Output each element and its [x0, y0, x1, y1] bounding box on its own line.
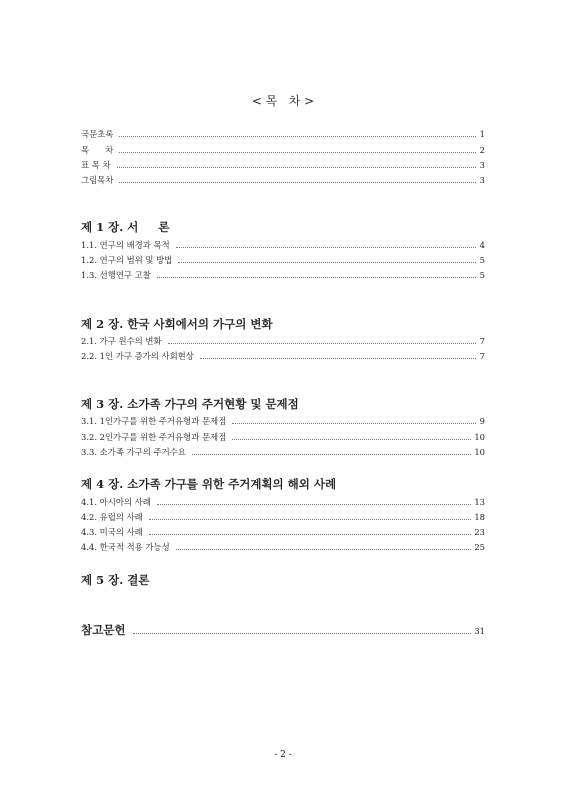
chapter-4-heading[interactable]: 제 4 장. 소가족 가구를 위한 주거계획의 해외 사례 — [81, 477, 337, 491]
toc-entry-page: 2 — [479, 145, 485, 155]
toc-entry-table-list[interactable] — [81, 158, 485, 171]
toc-entry-page: 25 — [474, 542, 485, 552]
toc-entry-1-1[interactable] — [81, 238, 485, 251]
toc-entry-page: 7 — [479, 336, 485, 346]
toc-entry-4-3[interactable] — [81, 525, 485, 538]
dot-leader — [117, 167, 476, 168]
dot-leader — [232, 423, 476, 424]
toc-entry-page: 18 — [474, 512, 485, 522]
toc-entry-2-2[interactable] — [81, 349, 485, 362]
dot-leader — [192, 454, 471, 455]
dot-leader — [157, 277, 476, 278]
dot-leader — [149, 519, 472, 520]
toc-entry-label: 2.2. 1인 가구 증가의 사회현상 — [81, 351, 194, 361]
toc-entry-references[interactable] — [81, 621, 485, 637]
toc-entry-3-1[interactable] — [81, 414, 485, 427]
dot-leader — [232, 439, 471, 440]
toc-entry-page: 13 — [474, 497, 485, 507]
dot-leader — [200, 358, 476, 359]
toc-entry-label: 1.3. 선행연구 고찰 — [81, 270, 151, 280]
toc-entry-label: 3.1. 1인가구를 위한 주거유형과 문제점 — [81, 416, 227, 426]
toc-entry-page: 3 — [479, 160, 485, 170]
dot-leader — [176, 549, 472, 550]
chapter-1-heading[interactable]: 제 1 장. 서 론 — [81, 220, 170, 234]
toc-entry-page: 23 — [474, 527, 485, 537]
dot-leader — [149, 534, 472, 535]
toc-entry-4-4[interactable] — [81, 540, 485, 553]
toc-entry-4-1[interactable] — [81, 495, 485, 508]
toc-entry-page: 1 — [479, 129, 485, 139]
dot-leader — [119, 152, 476, 153]
toc-entry-label: 2.1. 가구 원수의 변화 — [81, 336, 162, 346]
dot-leader — [133, 633, 471, 634]
dot-leader — [168, 343, 476, 344]
toc-entry-page: 7 — [479, 351, 485, 361]
dot-leader — [157, 504, 471, 505]
toc-entry-label: 3.3. 소가족 가구의 주거수요 — [81, 447, 186, 457]
toc-entry-label: 그림목차 — [81, 175, 114, 185]
toc-entry-contents[interactable] — [81, 143, 485, 156]
dot-leader — [119, 136, 476, 137]
toc-entry-3-3[interactable] — [81, 445, 485, 458]
toc-entry-3-2[interactable] — [81, 430, 485, 443]
toc-entry-label: 목 차 — [81, 145, 114, 155]
dot-leader — [119, 182, 476, 183]
chapter-3-heading[interactable]: 제 3 장. 소가족 가구의 주거현황 및 문제점 — [81, 397, 299, 411]
page-number: - 2 - — [274, 750, 292, 760]
toc-entry-abstract[interactable] — [81, 127, 485, 140]
toc-entry-label: 3.2. 2인가구를 위한 주거유형과 문제점 — [81, 432, 227, 442]
toc-entry-label: 참고문헌 — [81, 623, 126, 637]
chapter-5-heading[interactable]: 제 5 장. 결론 — [81, 573, 150, 587]
toc-entry-label: 4.2. 유럽의 사례 — [81, 512, 143, 522]
toc-entry-label: 1.2. 연구의 범위 및 방법 — [81, 255, 173, 265]
toc-entry-label: 4.3. 미국의 사례 — [81, 527, 143, 537]
toc-entry-4-2[interactable] — [81, 510, 485, 523]
toc-entry-page: 31 — [474, 626, 485, 636]
toc-entry-page: 5 — [479, 270, 485, 280]
toc-entry-label: 국문초록 — [81, 129, 114, 139]
toc-entry-1-3[interactable] — [81, 268, 485, 281]
toc-entry-2-1[interactable] — [81, 334, 485, 347]
toc-entry-label: 1.1. 연구의 배경과 목적 — [81, 240, 170, 250]
toc-entry-page: 10 — [474, 432, 485, 442]
chapter-2-heading[interactable]: 제 2 장. 한국 사회에서의 가구의 변화 — [81, 317, 273, 331]
toc-entry-page: 5 — [479, 255, 485, 265]
toc-entry-page: 3 — [479, 175, 485, 185]
dot-leader — [178, 262, 476, 263]
toc-entry-1-2[interactable] — [81, 253, 485, 266]
toc-entry-figure-list[interactable] — [81, 173, 485, 186]
page-title: < 목 차 > — [251, 94, 315, 108]
toc-entry-label: 표 목 차 — [81, 160, 111, 170]
toc-entry-page: 9 — [479, 416, 485, 426]
toc-entry-label: 4.4. 한국적 적용 가능성 — [81, 542, 170, 552]
toc-entry-page: 10 — [474, 447, 485, 457]
dot-leader — [176, 247, 476, 248]
toc-entry-label: 4.1. 아시아의 사례 — [81, 497, 151, 507]
toc-entry-page: 4 — [479, 240, 485, 250]
